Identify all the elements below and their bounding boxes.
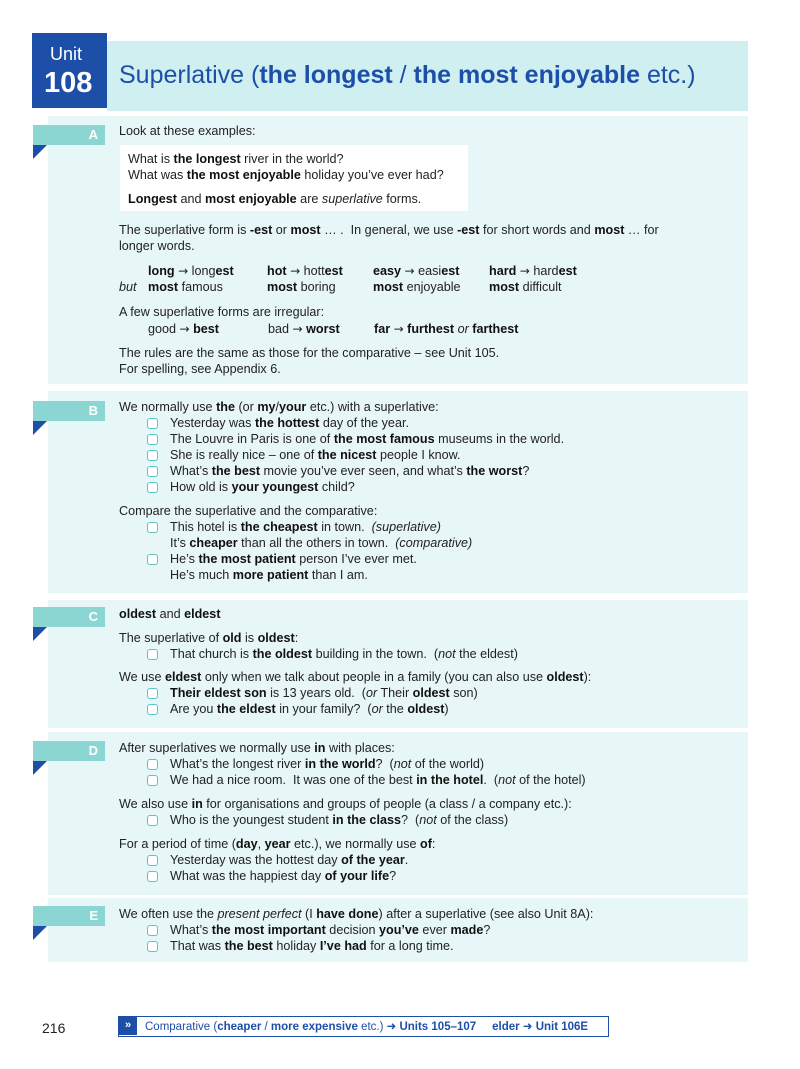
rule-text: A few superlative forms are irregular: xyxy=(119,305,325,319)
unit-label: Unit xyxy=(50,44,83,64)
bullet-icon xyxy=(147,482,158,493)
bullet-icon xyxy=(147,925,158,936)
bullet-icon xyxy=(147,466,158,477)
example-sentence: What’s the longest river in the world? (not of the world) xyxy=(170,757,485,771)
bullet-icon xyxy=(147,434,158,445)
bullet-icon xyxy=(147,759,158,770)
example-sentence: What’s the best movie you’ve ever seen, and what’s the worst? xyxy=(170,464,530,478)
rule-text: We also use in for organisations and groups of people (a class / a company etc.): xyxy=(119,797,572,811)
example-line: Longest and most enjoyable are superlative forms. xyxy=(128,192,422,206)
form-example: most difficult xyxy=(489,280,562,294)
bullet-icon xyxy=(147,554,158,565)
section-a-tab: A xyxy=(33,125,105,145)
example-sentence: This hotel is the cheapest in town. (superlative) xyxy=(170,520,441,534)
rule-text: We use eldest only when we talk about people in a family (you can also use oldest): xyxy=(119,670,592,684)
bullet-icon xyxy=(147,418,158,429)
example-sentence: That was the best holiday I’ve had for a long time. xyxy=(170,939,454,953)
rule-text: The superlative form is -est or most … . In general, we use -est for short words and most … for xyxy=(119,223,659,237)
example-sentence: Yesterday was the hottest day of the year. xyxy=(170,416,409,430)
example-sentence: Yesterday was the hottest day of the year. xyxy=(170,853,409,867)
section-c-heading: oldest and eldest xyxy=(119,607,221,621)
irregular-form: far → furthest or farthest xyxy=(374,322,519,336)
rule-text: For spelling, see Appendix 6. xyxy=(119,362,281,376)
rule-text: The rules are the same as those for the comparative – see Unit 105. xyxy=(119,346,500,360)
section-e-intro: We often use the present perfect (I have done) after a superlative (see also Unit 8A): xyxy=(119,907,594,921)
section-a-intro: Look at these examples: xyxy=(119,124,256,138)
bullet-icon xyxy=(147,704,158,715)
irregular-form: bad → worst xyxy=(268,322,340,336)
but-label: but xyxy=(119,280,137,294)
form-example: hot → hottest xyxy=(267,264,343,278)
section-b-tab: B xyxy=(33,401,105,421)
example-sentence: How old is your youngest child? xyxy=(170,480,355,494)
bullet-icon xyxy=(147,649,158,660)
cross-reference-box[interactable] xyxy=(118,1016,609,1037)
section-d-intro: After superlatives we normally use in with places: xyxy=(119,741,395,755)
form-example: most enjoyable xyxy=(373,280,461,294)
section-c-tab: C xyxy=(33,607,105,627)
unit-number: 108 xyxy=(44,67,93,99)
example-sentence: Their eldest son is 13 years old. (or Their oldest son) xyxy=(170,686,478,700)
bullet-icon xyxy=(147,871,158,882)
bullet-icon xyxy=(147,815,158,826)
example-sentence: The Louvre in Paris is one of the most famous museums in the world. xyxy=(170,432,565,446)
form-example: hard → hardest xyxy=(489,264,577,278)
section-e-corner xyxy=(33,926,47,940)
example-sentence: It’s cheaper than all the others in town. (comparative) xyxy=(170,536,473,550)
rule-text: Compare the superlative and the comparative: xyxy=(119,504,378,518)
irregular-form: good → best xyxy=(148,322,219,336)
example-line: What was the most enjoyable holiday you’ve ever had? xyxy=(128,168,444,182)
example-sentence: We had a nice room. It was one of the best in the hotel. (not of the hotel) xyxy=(170,773,586,787)
rule-text: The superlative of old is oldest: xyxy=(119,631,299,645)
example-sentence: He’s much more patient than I am. xyxy=(170,568,368,582)
section-b-corner xyxy=(33,421,47,435)
example-sentence: Who is the youngest student in the class? (not of the class) xyxy=(170,813,509,827)
example-sentence: He’s the most patient person I’ve ever met. xyxy=(170,552,417,566)
page-title: Superlative (the longest / the most enjoyable etc.) xyxy=(119,61,696,89)
form-example: most famous xyxy=(148,280,223,294)
section-e-tab: E xyxy=(33,906,105,926)
cross-reference-text[interactable]: Comparative (cheaper / more expensive etc.) ➜ Units 105–107 elder ➜ Unit 106E xyxy=(145,1021,589,1033)
example-sentence: What’s the most important decision you’ve ever made? xyxy=(170,923,491,937)
form-example: long → longest xyxy=(148,264,234,278)
section-d-tab: D xyxy=(33,741,105,761)
example-line: What is the longest river in the world? xyxy=(128,152,344,166)
bullet-icon xyxy=(147,450,158,461)
unit-badge xyxy=(32,33,107,108)
bullet-icon xyxy=(147,775,158,786)
double-chevron-icon: » xyxy=(119,1017,137,1035)
example-sentence: Are you the eldest in your family? (or the oldest) xyxy=(170,702,449,716)
example-sentence: What was the happiest day of your life? xyxy=(170,869,397,883)
title-band xyxy=(107,41,748,111)
bullet-icon xyxy=(147,522,158,533)
bullet-icon xyxy=(147,941,158,952)
bullet-icon xyxy=(147,688,158,699)
rule-text: For a period of time (day, year etc.), we normally use of: xyxy=(119,837,436,851)
section-b-intro: We normally use the (or my/your etc.) with a superlative: xyxy=(119,400,439,414)
rule-text: longer words. xyxy=(119,239,195,253)
example-sentence: She is really nice – one of the nicest people I know. xyxy=(170,448,461,462)
form-example: most boring xyxy=(267,280,336,294)
form-example: easy → easiest xyxy=(373,264,460,278)
section-c-corner xyxy=(33,627,47,641)
section-a-corner xyxy=(33,145,47,159)
page-number: 216 xyxy=(42,1020,66,1036)
bullet-icon xyxy=(147,855,158,866)
example-sentence: That church is the oldest building in the town. (not the eldest) xyxy=(170,647,518,661)
section-d-corner xyxy=(33,761,47,775)
